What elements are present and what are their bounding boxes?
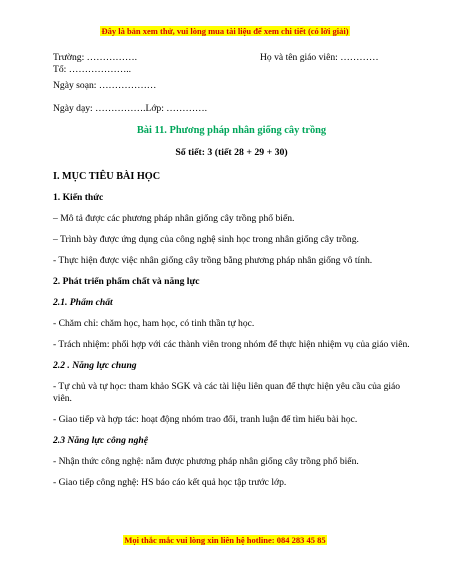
knowledge-heading: 1. Kiến thức [53,192,104,203]
general-competence-item: - Giao tiếp và hợp tác: hoạt động nhóm trao đổi, tranh luận để tìm hiểu bài học. [53,414,358,425]
development-heading: 2. Phát triển phẩm chất và năng lực [53,276,200,287]
teacher-name-field: Họ và tên giáo viên: ………… [260,52,379,63]
hotline-banner [0,535,450,545]
tech-competence-heading: 2.3 Năng lực công nghệ [53,435,149,446]
section-objectives-heading: I. MỤC TIÊU BÀI HỌC [53,171,161,182]
header-row-school [53,52,410,64]
tech-competence-item: - Nhận thức công nghệ: nắm được phương pháp nhân giống cây trồng phổ biến. [53,456,359,467]
prep-date-field: Ngày soạn: ……………… [53,80,157,91]
preview-banner [0,26,450,36]
qualities-item: - Chăm chỉ: chăm học, ham học, có tinh thần tự học. [53,318,255,329]
school-field: Trường: ……………. [53,52,138,63]
period-count: Số tiết: 3 (tiết 28 + 29 + 30) [175,147,288,158]
qualities-heading: 2.1. Phẩm chất [53,297,113,308]
preview-banner-text: Đây là bản xem thử, vui lòng mua tài liệu để xem chi tiết (có lời giải) [101,26,349,36]
department-field: Tổ: ……………….. [53,64,132,75]
lesson-title: Bài 11. Phương pháp nhân giống cây trồng [136,125,327,136]
general-competence-heading: 2.2 . Năng lực chung [53,360,137,371]
knowledge-item: - Thực hiện được việc nhân giống cây trồng bằng phương pháp nhân giống vô tính. [53,255,373,266]
knowledge-item: – Trình bày được ứng dụng của công nghệ sinh học trong nhân giống cây trồng. [53,234,359,245]
general-competence-item: - Tự chủ và tự học: tham khảo SGK và các tài liệu liên quan để thực hiện yêu cầu của giáo viên. [53,381,401,404]
knowledge-item: – Mô tả được các phương pháp nhân giống cây trồng phổ biến. [53,213,295,224]
hotline-banner-text: Mọi thắc mắc vui lòng xin liên hệ hotline: 084 283 45 85 [124,535,326,545]
lesson-plan-document [53,52,410,489]
teach-date-class-field: Ngày dạy: …………….Lớp: …………. [53,103,208,114]
tech-competence-item: - Giao tiếp công nghệ: HS báo cáo kết quả học tập trước lớp. [53,477,287,488]
qualities-item: - Trách nhiệm: phối hợp với các thành viên trong nhóm để thực hiện nhiệm vụ của giáo viên. [53,339,410,350]
